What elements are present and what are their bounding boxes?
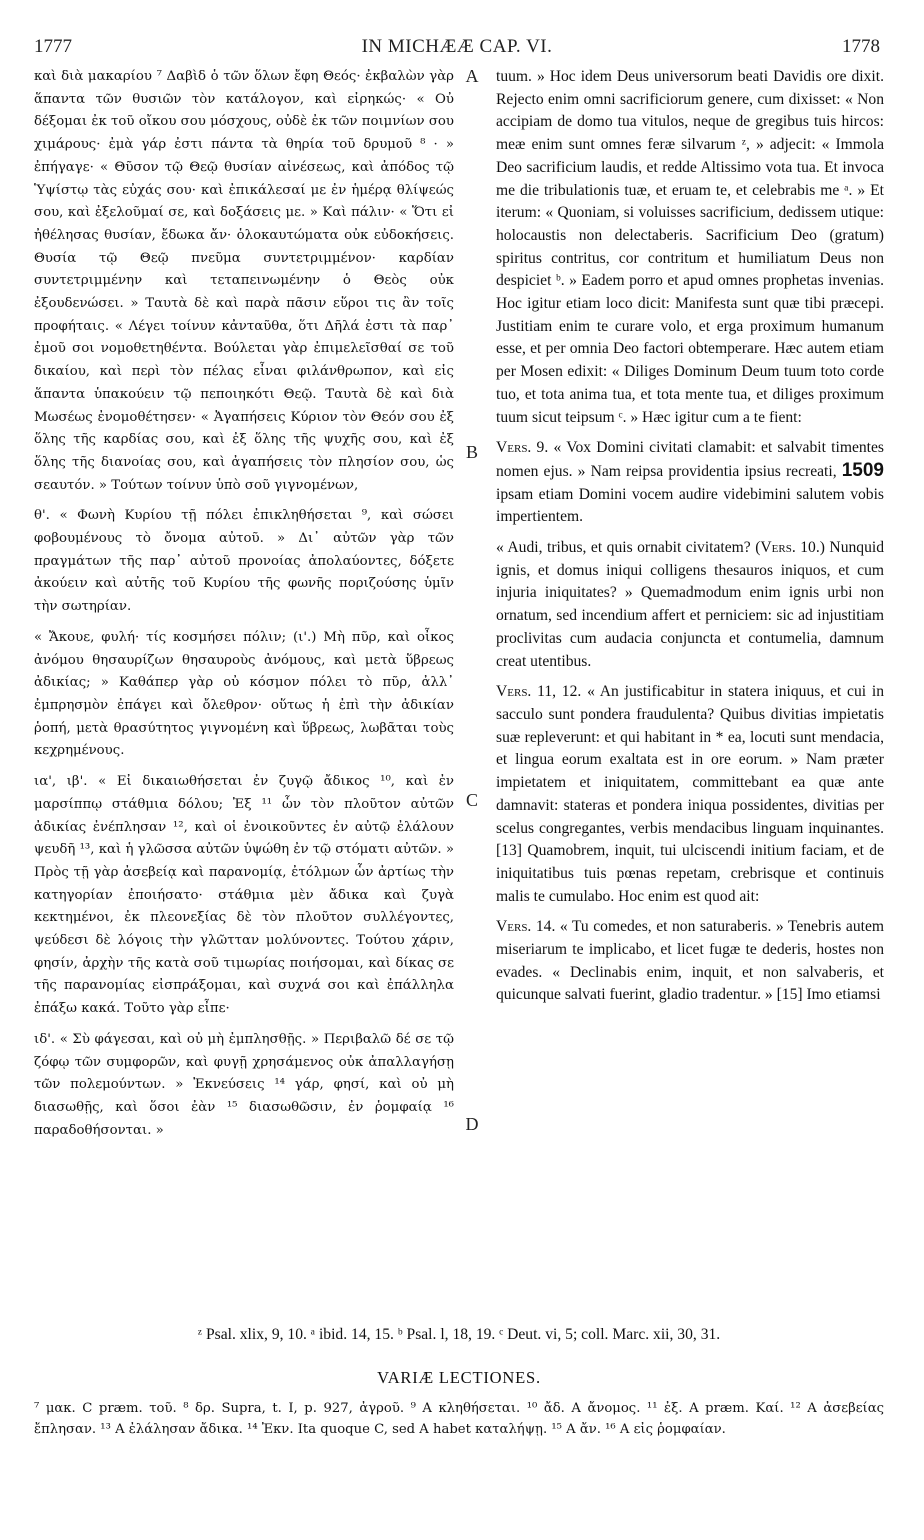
latin-text: ipsam etiam Domini vocem audire videbimini salutem vobis impertientem.	[496, 485, 884, 526]
greek-paragraph: ιδ'. « Σὺ φάγεσαι, καὶ οὐ μὴ ἐμπλησθῇς. » Περιβαλῶ δέ σε τῷ ζόφῳ τῶν συμφορῶν, καὶ φυγῇ χρησάμενος οὐκ ἀπαλλαγήσῃ τῶν πολεμούντων. » Ἐκνεύσεις ¹⁴ γάρ, φησί, καὶ οὐ μὴ διασωθῇς, καὶ ὅσοι ἐὰν ¹⁵ διασωθῶσιν, ἐν ῥομφαίᾳ ¹⁶ παραδοθήσονται. »	[34, 1031, 454, 1138]
greek-paragraph: « Ἄκουε, φυλή· τίς κοσμήσει πόλιν; (ι'.) Μὴ πῦρ, καὶ οἶκος ἀνόμου θησαυρίζων θησαυροὺς ἀνόμους, καὶ μετὰ ὕβρεως ἀδικίας; » Καθάπερ γὰρ οὐ κόσμον πόλει τὸ πῦρ, ἀλλ᾽ ἐμπρησμὸν ἐπάγει καὶ ὄλεθρον· οὕτως ἡ ἐπὶ τὴν ἀδικίαν ῥοπή, μετὰ θρασύτητος γιγνομένη καὶ ὕβρεως, λωβᾶται τοὺς κεχρημένους.	[34, 629, 454, 759]
greek-paragraph: ια', ιβ'. « Εἰ δικαιωθήσεται ἐν ζυγῷ ἄδικος ¹⁰, καὶ ἐν μαρσίππῳ στάθμια δόλου; Ἐξ ¹¹ ὧν τὸν πλοῦτον αὐτῶν ἀδικίας ἐνέπλησαν ¹², καὶ οἱ ἐνοικοῦντες ἐν αὐτῷ ἐλάλουν ψευδῆ ¹³, καὶ ἡ γλῶσσα αὐτῶν ὑψώθη ἐν τῷ στόματι αὐτῶν. » Πρὸς τῇ γὰρ ἀσεβείᾳ καὶ παρανομίᾳ, ἐτόλμων ὧν ἀρτίως τὴν κατηγορίαν ἐποιήσατο· στάθμια μὲν ἄδικα καὶ ζυγὰ κεκτημένοι, ἐκ πλεονεξίας δὲ τὸν πλοῦτον συλλέγοντες, ψεύδεσι δὲ λόγοις τὴν γλῶτταν μολύνοντες. Τούτου χάριν, φησίν, ἀρχὴν τῆς κατὰ σοῦ τιμωρίας ποιήσομαι, καὶ δίκας σε τῆς παρανομίας εἰσπράξομαι, καὶ συχνά σοι καὶ ἐπάλληλα ἐπάξω κακά. Τοῦτο γὰρ εἶπε·	[34, 774, 454, 1017]
verse-label: Vers. 9.	[496, 439, 549, 457]
greek-column	[34, 66, 454, 1142]
page-header	[34, 36, 880, 66]
greek-paragraph: καὶ διὰ μακαρίου ⁷ Δαβὶδ ὁ τῶν ὅλων ἔφη Θεός· ἐκβαλὼν γὰρ ἅπαντα τῶν θυσιῶν τὸν κατάλογον, καὶ εἰρηκώς· « Οὐ δέξομαι ἐκ τοῦ οἴκου σου μόσχους, οὐδὲ ἐκ τῶν ποιμνίων σου χιμάρους· ἐμὰ γάρ ἐστι πάντα τὰ θηρία τοῦ δρυμοῦ ⁸ · » ἐπήγαγε· « Θῦσον τῷ Θεῷ θυσίαν αἰνέσεως, καὶ ἀπόδος τῷ Ὑψίστῳ τὰς εὐχάς σου· καὶ ἐπικάλεσαί με ἐν ἡμέρᾳ θλίψεώς σου, καὶ ἐξελοῦμαί σε, καὶ δοξάσεις με. » Καὶ πάλιν· « Ὅτι εἰ ἠθέλησας θυσίαν, ἔδωκα ἄν· ὁλοκαυτώματα οὐκ εὐδοκήσεις. Θυσία τῷ Θεῷ πνεῦμα συντετριμμένον· καρδίαν συντετριμμένην καὶ τεταπεινωμένην ὁ Θεὸς οὐκ ἐξουδενώσει. » Ταυτὰ δὲ καὶ παρὰ πᾶσιν εὕροι τις ἂν τοῖς προφήταις. « Λέγει τοίνυν κἀνταῦθα, ὅτι Δῆλά ἐστι τὰ παρ᾽ ἐμοῦ σοι νομοθετηθέντα. Βούλεται γὰρ ἐπιμελεῖσθαί σε τοῦ δικαίου, καὶ περὶ τὸν πέλας εἶναι φιλάνθρωπον, καὶ εἰς ἅπαντα ὑπακούειν τῷ πεποιηκότι Θεῷ. Ταυτὰ δὲ καὶ διὰ Μωσέως ἐνομοθέτησεν· « Ἀγαπήσεις Κύριον τὸν Θεόν σου ἐξ ὅλης τῆς καρδίας σου, καὶ ἐξ ὅλης τῆς ψυχῆς σου, καὶ ἐξ ὅλης τῆς διανοίας σου, καὶ ἀγαπήσεις τὸν πλησίον σου, ὡς σεαυτόν. » Τούτων τοίνυν ὑπὸ σοῦ γιγνομένων,	[34, 69, 454, 493]
latin-text: « Tu comedes, et non saturaberis. » Tenebris autem miseriarum te implicabo, et licet fugæ te dederis, hostes non evades. « Declinabis enim, inquit, et non salvaberis, et quicunque salvati fuerint, gladio tradentur. » [15] Imo etiamsi	[496, 918, 884, 1004]
latin-column	[496, 66, 884, 1007]
margin-marker-b: B	[465, 442, 478, 462]
latin-paragraph	[496, 537, 884, 673]
latin-paragraph: tuum. » Hoc idem Deus universorum beati Davidis ore dixit. Rejecto enim omni sacrificiorum genere, cum dixisset: « Non accipiam de domo tua vitulos, neque de gregibus tuis hircos: meæ enim sunt omnes feræ silvarum ᶻ, » adjecit: « Immola Deo sacrificium laudis, et redde Altissimo vota tua. Et invoca me die tribulationis tuæ, et eruam te, et celebrabis me ᵃ. » Et iterum: « Quoniam, si voluisses sacrificium, dedissem utique: holocaustis non delectaberis. Sacrificium Deo (gratum) spiritus contritus, cor contritum et humiliatum Deus non despiciet ᵇ. » Eadem porro et apud omnes prophetas invenias. Hoc igitur etiam loco dicit: Manifesta sunt quæ tibi præcepi. Justitiam enim te curare volo, et erga proximum humanum esse, et per omnia Deo factori obtemperare. Hæc autem etiam per Mosen edixit: « Diliges Dominum Deum tuum toto corde tuo, et tota anima tua, et tota mente tua, et diliges proximum tuum sicut teipsum ᶜ. » Hæc igitur cum a te fient:	[496, 68, 884, 426]
latin-paragraph	[496, 437, 884, 529]
verse-label: Vers.	[760, 539, 796, 557]
latin-text: 10.) Nunquid ignis, et domus iniqui colligens thesauros iniquos, et cum injuria iniquitates? » Quemadmodum enim ignis urbi non ornatum, sed incendium affert et perniciem: sic ad injustitiam proclivitas cum audacia conjuncta et contumelia, damnum creat utentibus.	[496, 539, 885, 670]
column-number: 1509	[841, 459, 884, 481]
margin-marker-c: C	[465, 790, 478, 810]
running-title: IN MICHÆÆ CAP. VI.	[361, 36, 553, 57]
verse-label: Vers. 11, 12.	[496, 683, 582, 701]
scripture-footnotes: ᶻ Psal. xlix, 9, 10. ᵃ ibid. 14, 15. ᵇ Psal. l, 18, 19. ᶜ Deut. vi, 5; coll. Marc. xii, 30, 31.	[197, 1326, 721, 1343]
latin-text: « Vox Domini civitati clamabit: et salvabit timentes nomen ejus. » Nam reipsa providentia ipsius recreati,	[496, 439, 884, 480]
variae-lectiones-title: VARIÆ LECTIONES.	[377, 1368, 541, 1387]
latin-text: « Audi, tribus, et quis ornabit civitatem? (	[496, 539, 761, 557]
page-number-left: 1777	[34, 36, 72, 57]
margin-marker-d: D	[465, 1114, 479, 1134]
page-number-right: 1778	[842, 36, 880, 57]
verse-label: Vers. 14.	[496, 918, 556, 936]
greek-paragraph: θ'. « Φωνὴ Κυρίου τῇ πόλει ἐπικληθήσεται ⁹, καὶ σώσει φοβουμένους τὸ ὄνομα αὐτοῦ. » Δι᾽ αὐτῶν γὰρ τῶν πραγμάτων τῆς παρ᾽ αὐτοῦ προνοίας ἀπολαύοντες, δόξετε ἀκούειν καὶ αὐτῆς τοῦ Κυρίου τῆς φωνῆς ποριζούσης ὑμῖν τὴν σωτηρίαν.	[34, 508, 454, 615]
latin-paragraph	[496, 681, 884, 908]
latin-paragraph	[496, 916, 884, 1007]
latin-text: « An justificabitur in statera iniquus, et cui in sacculo sunt pondera fraudulenta? Quibus divitias impietatis suæ repleverunt: et qui habitant in * ea, locuti sunt mendacia, et lingua eorum exaltata est in ore eorum. » Nam præter impietatem et iniquitatem, committebant ea quæ ante damnavit: stateras et pondera iniqua possidentes, divitias per scelus congregantes, verbis mendacibus linguam inquinantes. [13] Quamobrem, inquit, tui ulciscendi initium faciam, et de iniquitatibus tuis pœnas repetam, crebrisque et continuis malis te cumulabo. Hoc enim est quod ait:	[496, 683, 884, 905]
margin-marker-a: A	[465, 66, 479, 86]
variae-lectiones-text: ⁷ μακ. C præm. τοῦ. ⁸ δρ. Supra, t. I, p. 927, ἀγροῦ. ⁹ Α κληθήσεται. ¹⁰ ἄδ. Α ἄνομος. ¹¹ ἐξ. A præm. Καί. ¹² Α ἀσεβείας ἔπλησαν. ¹³ Α ἐλάλησαν ἄδικα. ¹⁴ Ἐκν. Ita quoque C, sed A habet καταλήψῃ. ¹⁵ Α ἄν. ¹⁶ Α εἰς ῥομφαίαν.	[34, 1401, 884, 1437]
